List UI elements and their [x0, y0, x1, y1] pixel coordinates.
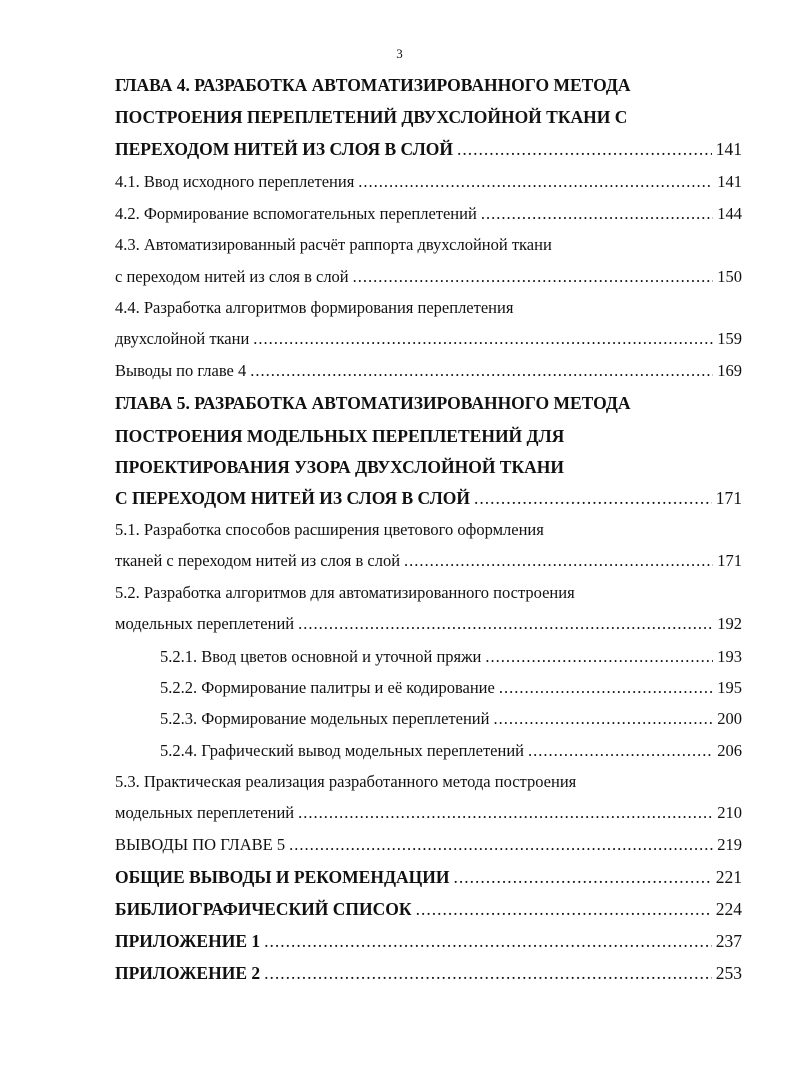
toc-subentry[interactable]: 5.2.3. Формирование модельных переплетений ..... 200: [160, 706, 742, 732]
toc-entry-appendix-2[interactable]: ПРИЛОЖЕНИЕ 2 ..... 253: [115, 960, 742, 986]
toc-page-number: 206: [717, 741, 742, 760]
toc-page-number: 224: [715, 899, 742, 919]
toc-page-number: 253: [715, 963, 742, 983]
toc-entry[interactable]: Выводы по главе 4 ..... 169: [115, 358, 742, 384]
toc-entry[interactable]: модельных переплетений ..... 210: [115, 800, 742, 826]
toc-page-number: 141: [715, 139, 742, 159]
toc-page-number: 200: [717, 709, 742, 728]
toc-page-number: 195: [717, 678, 742, 697]
toc-page-number: 171: [717, 551, 742, 570]
toc-entry-line: 4.3. Автоматизированный расчёт раппорта двухслойной ткани: [115, 235, 552, 254]
toc-entry[interactable]: двухслойной ткани ..... 159: [115, 326, 742, 352]
toc-page-number: 150: [717, 267, 742, 286]
toc-subentry[interactable]: 5.2.4. Графический вывод модельных переплетений ..... 206: [160, 738, 742, 764]
toc-page-number: 169: [717, 361, 742, 380]
toc-heading-line: ГЛАВА 4. РАЗРАБОТКА АВТОМАТИЗИРОВАННОГО МЕТОДА: [115, 75, 631, 95]
toc-page-number: 141: [717, 172, 742, 191]
toc-page-number: 144: [717, 204, 742, 223]
toc-entry-line: 4.4. Разработка алгоритмов формирования переплетения: [115, 298, 514, 317]
toc-entry-chapter-4[interactable]: ПЕРЕХОДОМ НИТЕЙ ИЗ СЛОЯ В СЛОЙ ..... 141: [115, 136, 742, 162]
toc-entry-line: 5.3. Практическая реализация разработанного метода построения: [115, 772, 577, 791]
toc-entry[interactable]: с переходом нитей из слоя в слой ..... 150: [115, 264, 742, 290]
toc-page-number: 193: [717, 647, 742, 666]
toc-page-number: 237: [715, 931, 742, 951]
toc-entry-line: 5.1. Разработка способов расширения цветового оформления: [115, 520, 544, 539]
toc-entry-line: 5.2. Разработка алгоритмов для автоматизированного построения: [115, 583, 575, 602]
toc-entry[interactable]: ВЫВОДЫ ПО ГЛАВЕ 5 ..... 219: [115, 832, 742, 858]
toc-entry-conclusions[interactable]: ОБЩИЕ ВЫВОДЫ И РЕКОМЕНДАЦИИ ..... 221: [115, 864, 742, 890]
toc-page-number: 192: [717, 614, 742, 633]
toc-entry[interactable]: модельных переплетений ..... 192: [115, 611, 742, 637]
toc-heading-line: ГЛАВА 5. РАЗРАБОТКА АВТОМАТИЗИРОВАННОГО МЕТОДА: [115, 393, 631, 413]
toc-page-number: 221: [715, 867, 742, 887]
toc-heading-line: ПОСТРОЕНИЯ МОДЕЛЬНЫХ ПЕРЕПЛЕТЕНИЙ ДЛЯ: [115, 426, 565, 446]
toc-page-number: 171: [715, 488, 742, 508]
toc-entry[interactable]: 4.2. Формирование вспомогательных переплетений ..... 144: [115, 201, 742, 227]
toc-subentry[interactable]: 5.2.1. Ввод цветов основной и уточной пряжи ..... 193: [160, 644, 742, 670]
toc-page-number: 219: [717, 835, 742, 854]
toc-heading-line: ПОСТРОЕНИЯ ПЕРЕПЛЕТЕНИЙ ДВУХСЛОЙНОЙ ТКАНИ С: [115, 107, 628, 127]
toc-entry[interactable]: тканей с переходом нитей из слоя в слой ..... 171: [115, 548, 742, 574]
toc-subentry[interactable]: 5.2.2. Формирование палитры и её кодирование ..... 195: [160, 675, 742, 701]
page-number: 3: [396, 46, 403, 61]
toc-entry-bibliography[interactable]: БИБЛИОГРАФИЧЕСКИЙ СПИСОК ..... 224: [115, 896, 742, 922]
toc-entry-chapter-5[interactable]: С ПЕРЕХОДОМ НИТЕЙ ИЗ СЛОЯ В СЛОЙ ..... 171: [115, 485, 742, 511]
toc-entry[interactable]: 4.1. Ввод исходного переплетения ..... 141: [115, 169, 742, 195]
toc-entry-appendix-1[interactable]: ПРИЛОЖЕНИЕ 1 ..... 237: [115, 928, 742, 954]
toc-heading-line: ПРОЕКТИРОВАНИЯ УЗОРА ДВУХСЛОЙНОЙ ТКАНИ: [115, 457, 565, 477]
toc-page-number: 159: [717, 329, 742, 348]
toc-page-number: 210: [717, 803, 742, 822]
